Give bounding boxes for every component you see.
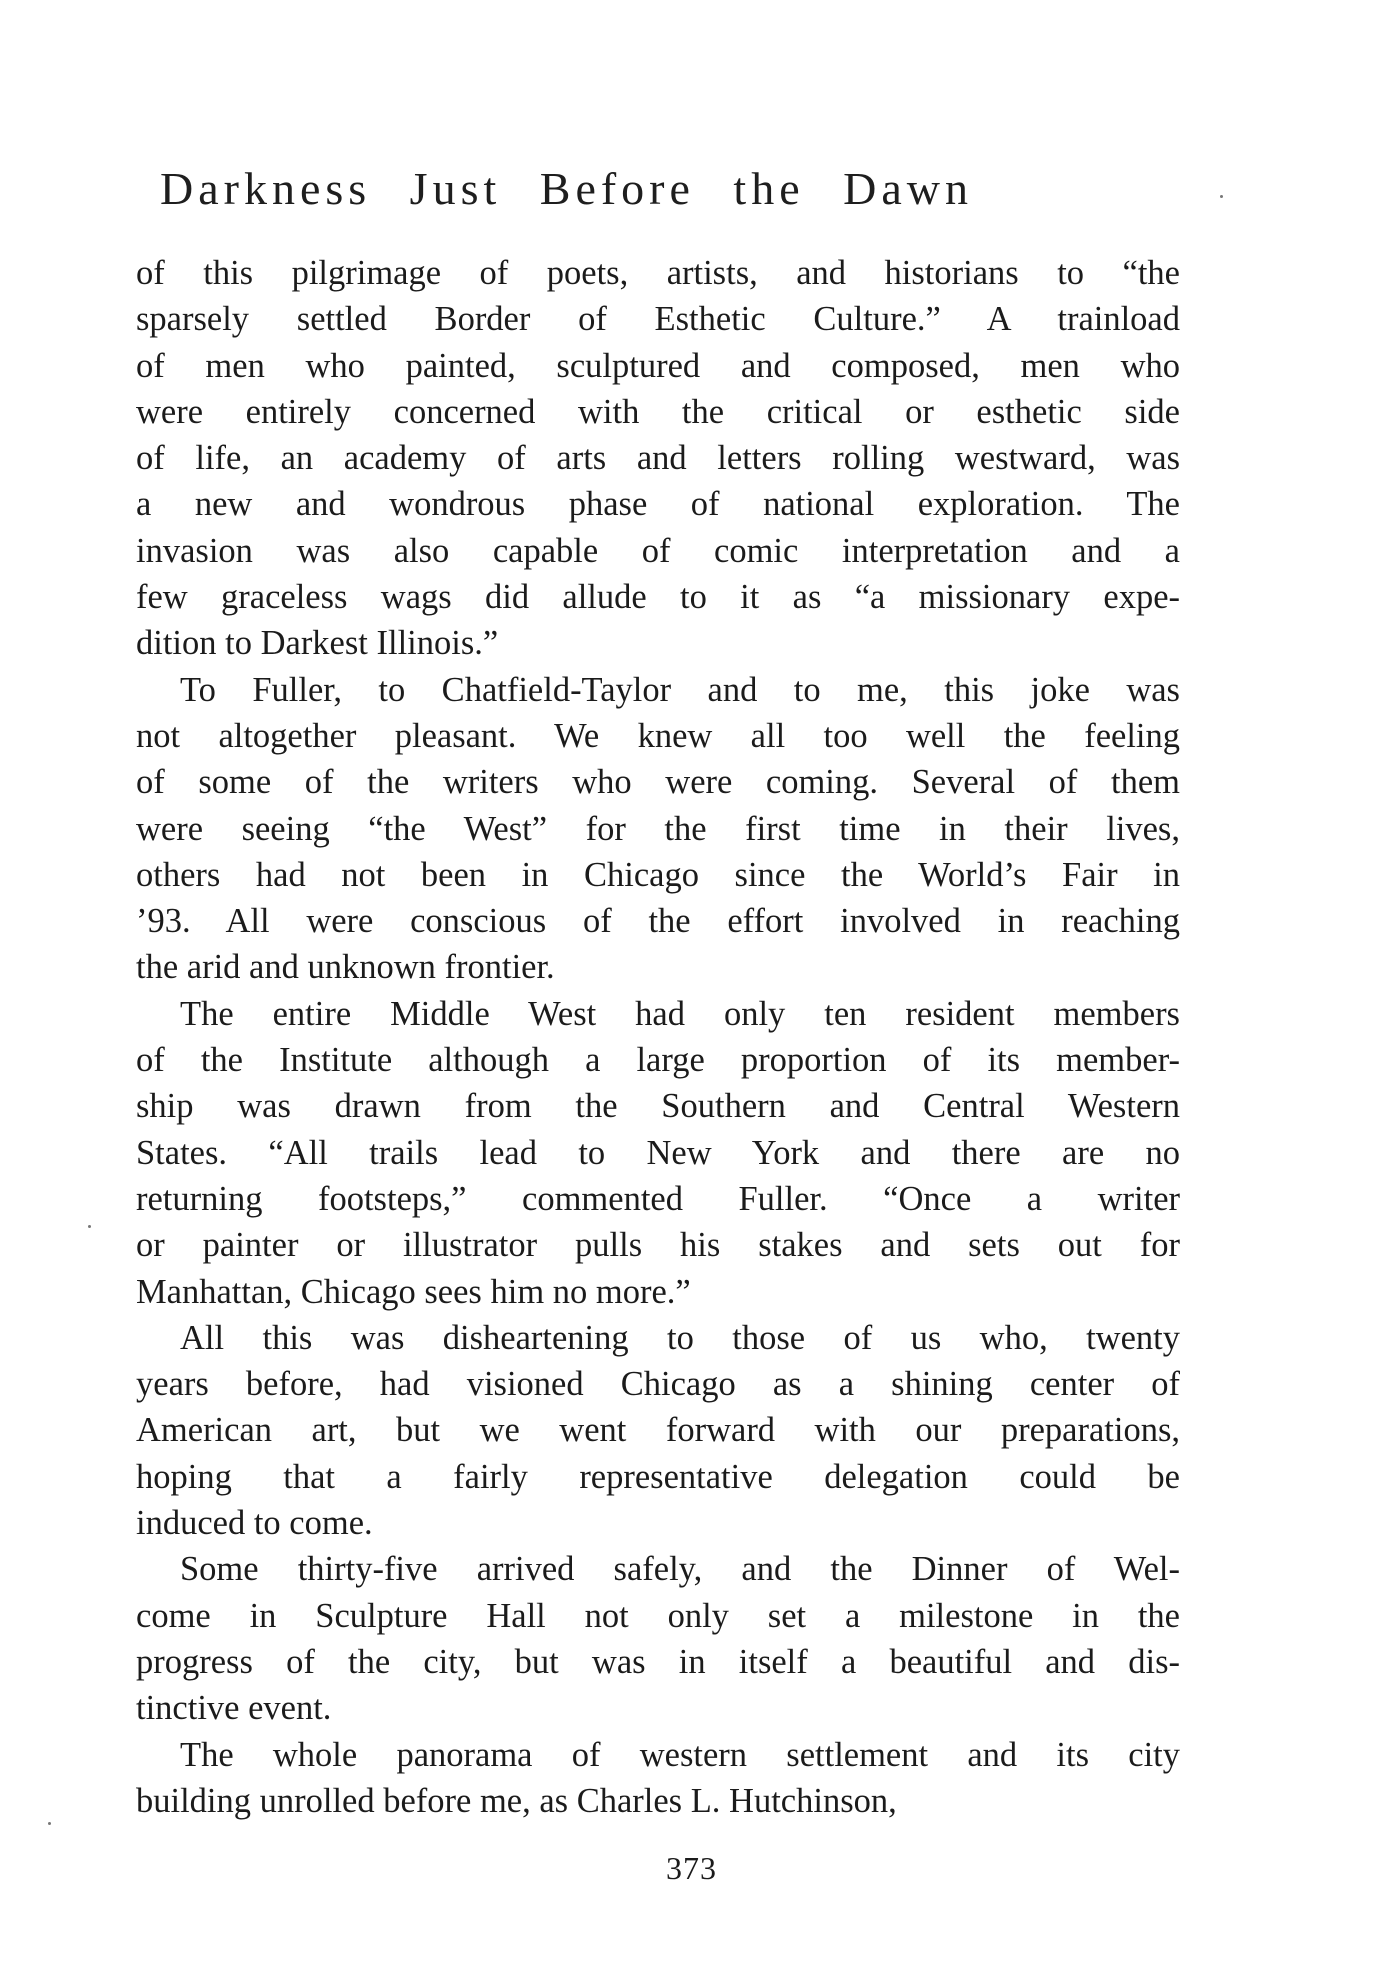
print-speck: [48, 1822, 51, 1825]
body-text: [136, 250, 1180, 1824]
paragraph: [136, 1546, 1180, 1731]
text-line: progress of the city, but was in itself a beautiful and dis-: [136, 1642, 1180, 1681]
print-speck: [1220, 195, 1223, 198]
text-line: were seeing “the West” for the first time in their lives,: [136, 809, 1180, 848]
text-line: few graceless wags did allude to it as “a missionary expe-: [136, 578, 1180, 617]
text-line: tinctive event.: [136, 1689, 332, 1728]
text-line: returning footsteps,” commented Fuller. “Once a writer: [136, 1179, 1180, 1218]
paragraph: [136, 250, 1180, 667]
text-line: of some of the writers who were coming. Several of them: [136, 763, 1180, 802]
text-line: States. “All trails lead to New York and there are no: [136, 1133, 1180, 1172]
text-line: others had not been in Chicago since the World’s Fair in: [136, 855, 1180, 894]
paragraph: [136, 667, 1180, 991]
text-line: induced to come.: [136, 1504, 373, 1543]
text-line: Some thirty-five arrived safely, and the Dinner of Wel-: [180, 1550, 1180, 1589]
text-line: of life, an academy of arts and letters rolling westward, was: [136, 439, 1180, 478]
text-line: not altogether pleasant. We knew all too well the feeling: [136, 716, 1180, 755]
paragraph: [136, 1315, 1180, 1546]
paragraph: [136, 1732, 1180, 1825]
text-line: or painter or illustrator pulls his stakes and sets out for: [136, 1226, 1180, 1265]
text-line: American art, but we went forward with our preparations,: [136, 1411, 1180, 1450]
text-line: were entirely concerned with the critical or esthetic side: [136, 392, 1180, 431]
text-line: The entire Middle West had only ten resident members: [180, 994, 1180, 1033]
text-line: of men who painted, sculptured and composed, men who: [136, 346, 1180, 385]
print-speck: [88, 1225, 91, 1228]
text-line: building unrolled before me, as Charles L. Hutchinson,: [136, 1781, 897, 1820]
text-line: the arid and unknown frontier.: [136, 948, 555, 987]
text-line: years before, had visioned Chicago as a shining center of: [136, 1365, 1180, 1404]
text-line: All this was disheartening to those of us who, twenty: [180, 1318, 1180, 1357]
text-line: of this pilgrimage of poets, artists, and historians to “the: [136, 254, 1180, 292]
text-line: come in Sculpture Hall not only set a milestone in the: [136, 1596, 1180, 1635]
page-number: 373: [666, 1850, 717, 1886]
text-line: Manhattan, Chicago sees him no more.”: [136, 1272, 691, 1311]
text-line: a new and wondrous phase of national exploration. The: [136, 485, 1180, 524]
text-line: The whole panorama of western settlement and its city: [180, 1735, 1180, 1774]
text-line: ship was drawn from the Southern and Central Western: [136, 1087, 1180, 1126]
paragraph: [136, 991, 1180, 1315]
text-line: To Fuller, to Chatfield-Taylor and to me, this joke was: [180, 670, 1180, 709]
running-head: Darkness Just Before the Dawn: [160, 163, 973, 214]
text-line: ’93. All were conscious of the effort involved in reaching: [136, 902, 1180, 941]
text-line: of the Institute although a large proportion of its member-: [136, 1041, 1180, 1080]
text-line: dition to Darkest Illinois.”: [136, 624, 499, 663]
text-line: hoping that a fairly representative delegation could be: [136, 1457, 1180, 1496]
text-line: invasion was also capable of comic interpretation and a: [136, 531, 1180, 570]
text-line: sparsely settled Border of Esthetic Culture.” A trainload: [136, 300, 1180, 339]
